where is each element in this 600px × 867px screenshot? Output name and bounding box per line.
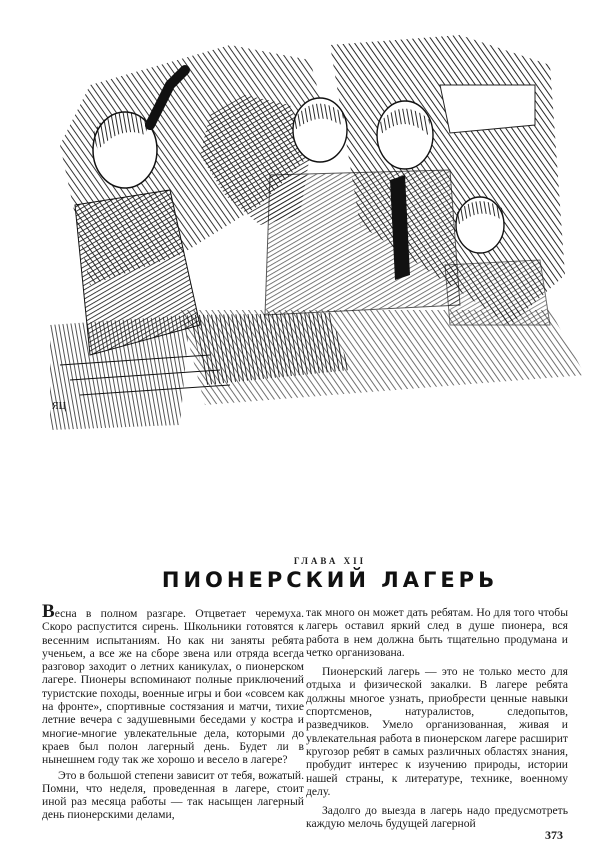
paragraph: так много он может дать ребятам. Но для того чтобы лагерь оставил яркий след в душе пионера, вся работа в нем должна быть тщательно продумана и четко организована. (306, 606, 568, 659)
drop-cap: В (42, 601, 55, 622)
text-column-right (306, 606, 568, 831)
chapter-title: ПИОНЕРСКИЙ ЛАГЕРЬ (161, 568, 499, 592)
text-column-left (42, 601, 304, 822)
illustration-pioneers-at-map (30, 25, 585, 445)
page-number: 373 (545, 828, 563, 842)
artist-signature: ЯЦ (52, 401, 66, 412)
paragraph (42, 601, 304, 767)
paragraph-text: есна в полном разгаре. Отцветает черемуха. Скоро распустится сирень. Школьники готовятся к весенним испытаниям. Но как ни заняты ребята ученьем, а все же на сборе звена или отряда всегда разговор заходит о летних каникулах, о пионерском лагере. Пионеры вспоминают полные приключений туристские походы, военные игры и бои «совсем как на фронте», спортивные состязания и матчи, тихие летние вечера с задушевными беседами у костра и многие-многие увлекательные дела, которыми до краев был полон лагерный день. Будет ли в нынешнем году так же хорошо и весело в лагере? (42, 607, 304, 767)
chapter-label: ГЛАВА XII (293, 556, 367, 566)
paragraph: Задолго до выезда в лагерь надо предусмотреть каждую мелочь будущей лагерной (306, 804, 568, 831)
paragraph: Пионерский лагерь — это не только место для отдыха и физической закалки. В лагере ребята должны многое узнать, приобрести ценные навыки спортсменов, натуралистов, следопытов, разведчиков. Умело организованная, живая и увлекательная работа в пионерском лагере расширит кругозор ребят в самых различных областях знания, пробудит интерес к изучению природы, истории нашей страны, к литературе, технике, военному делу. (306, 665, 568, 798)
chapter-heading (0, 556, 600, 592)
paragraph: Это в большой степени зависит от тебя, вожатый. Помни, что неделя, проведенная в лагере, стоит иной раз месяца работы — так насыщен лагерный день пионерскими делами, (42, 768, 304, 822)
